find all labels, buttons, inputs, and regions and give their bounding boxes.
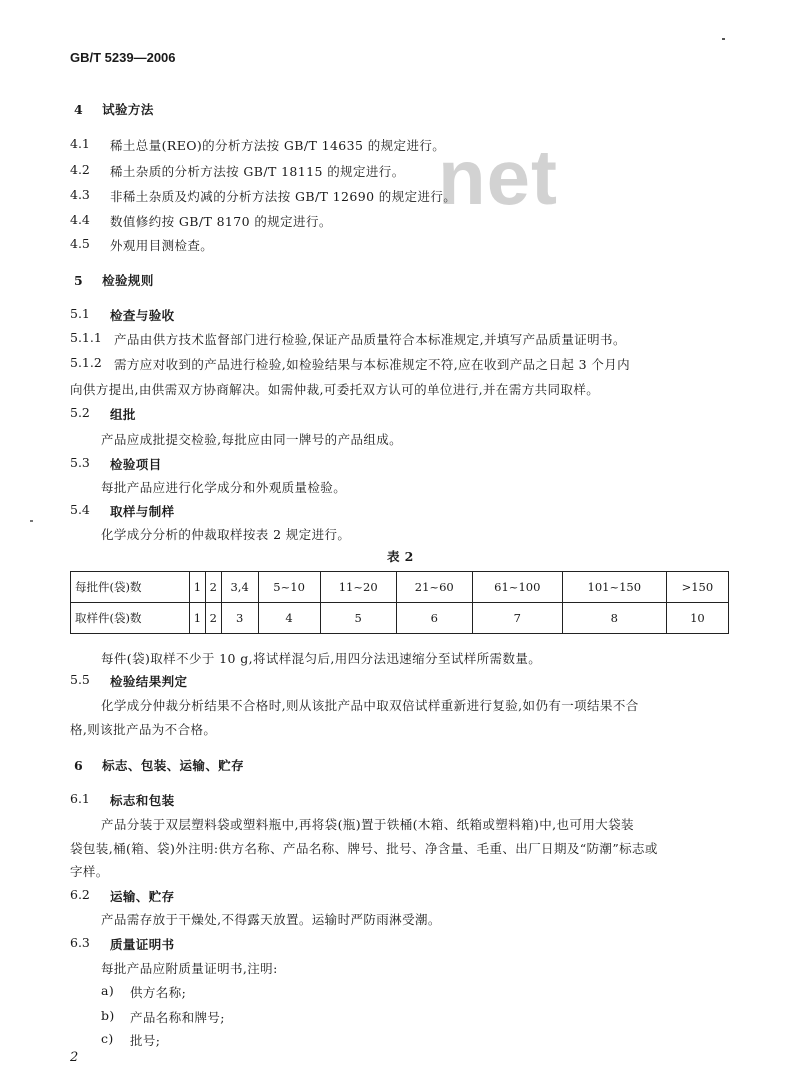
page-number: 2	[70, 1050, 79, 1065]
clause-5-1-title: 检查与验收	[110, 308, 175, 323]
clause-6-1-line1: 产品分装于双层塑料袋或塑料瓶中,再将袋(瓶)置于铁桶(木箱、纸箱或塑料箱)中,也可用大袋装	[101, 817, 634, 832]
list-item-label: b)	[101, 1008, 115, 1023]
clause-5-5-line1: 化学成分仲裁分析结果不合格时,则从该批产品中取双倍试样重新进行复验,如仍有一项结果不合	[101, 698, 639, 713]
clause-4-5-number: 4.5	[70, 236, 90, 251]
clause-5-1-1-text: 产品由供方技术监督部门进行检验,保证产品质量符合本标准规定,并填写产品质量证明书。	[114, 332, 626, 347]
clause-5-2-number: 5.2	[70, 405, 90, 420]
clause-5-1-2-line1: 需方应对收到的产品进行检验,如检验结果与本标准规定不符,应在收到产品之日起 3 个月内	[114, 357, 631, 372]
clause-6-3-intro: 每批产品应附质量证明书,注明:	[101, 961, 278, 976]
clause-5-5-number: 5.5	[70, 672, 90, 687]
table-cell: 3,4	[221, 572, 258, 603]
table-cell: 7	[472, 603, 562, 634]
clause-5-4-title: 取样与制样	[110, 504, 175, 519]
scan-speck	[30, 520, 33, 522]
clause-6-1-line2: 袋包装,桶(箱、袋)外注明:供方名称、产品名称、牌号、批号、净含量、毛重、出厂日期及“防潮”标志或	[70, 841, 658, 856]
table-cell: 6	[396, 603, 472, 634]
clause-5-2-text: 产品应成批提交检验,每批应由同一牌号的产品组成。	[101, 432, 403, 447]
clause-5-3-text: 每批产品应进行化学成分和外观质量检验。	[101, 480, 347, 495]
clause-6-1-line3: 字样。	[70, 864, 109, 879]
section-number: 4	[74, 102, 84, 117]
section-number: 5	[74, 273, 84, 288]
section-5-heading	[74, 271, 154, 289]
table-row	[71, 603, 729, 634]
clause-5-5-line2: 格,则该批产品为不合格。	[70, 722, 217, 737]
table-cell: 5~10	[258, 572, 320, 603]
section-6-heading	[74, 756, 244, 774]
table-cell: 21~60	[396, 572, 472, 603]
clause-5-1-1-number: 5.1.1	[70, 330, 102, 345]
table-2-note: 每件(袋)取样不少于 10 g,将试样混匀后,用四分法迅速缩分至试样所需数量。	[101, 651, 542, 666]
clause-5-4-number: 5.4	[70, 502, 90, 517]
table-cell: 11~20	[320, 572, 396, 603]
table-2-caption: 表 2	[387, 549, 414, 564]
table-cell: 101~150	[562, 572, 666, 603]
section-title: 标志、包装、运输、贮存	[102, 758, 245, 773]
clause-6-2-text: 产品需存放于干燥处,不得露天放置。运输时严防雨淋受潮。	[101, 912, 441, 927]
scan-speck	[722, 38, 725, 40]
section-title: 检验规则	[102, 273, 154, 288]
list-item-text: 产品名称和牌号;	[130, 1010, 225, 1025]
list-item-label: c)	[101, 1031, 114, 1046]
table-cell: 1	[190, 603, 206, 634]
clause-4-3-number: 4.3	[70, 187, 90, 202]
table-cell: 2	[205, 572, 221, 603]
table-cell: 5	[320, 603, 396, 634]
clause-4-4-text: 数值修约按 GB/T 8170 的规定进行。	[110, 214, 332, 229]
clause-5-1-2-number: 5.1.2	[70, 355, 102, 370]
clause-5-5-title: 检验结果判定	[110, 674, 188, 689]
row-label: 取样件(袋)数	[71, 603, 190, 634]
clause-6-3-number: 6.3	[70, 935, 90, 950]
list-item-label: a)	[101, 983, 115, 998]
clause-4-2-number: 4.2	[70, 162, 90, 177]
table-cell: 4	[258, 603, 320, 634]
clause-5-3-title: 检验项目	[110, 457, 162, 472]
row-label: 每批件(袋)数	[71, 572, 190, 603]
clause-4-3-text: 非稀土杂质及灼减的分析方法按 GB/T 12690 的规定进行。	[110, 189, 457, 204]
table-cell: 1	[190, 572, 206, 603]
table-cell: 2	[205, 603, 221, 634]
clause-5-1-number: 5.1	[70, 306, 90, 321]
clause-6-2-title: 运输、贮存	[110, 889, 175, 904]
standard-code-header: GB/T 5239—2006	[70, 50, 176, 65]
clause-5-4-text: 化学成分分析的仲裁取样按表 2 规定进行。	[101, 527, 351, 542]
clause-5-1-2-line2: 向供方提出,由供需双方协商解决。如需仲裁,可委托双方认可的单位进行,并在需方共同取样。	[70, 382, 600, 397]
clause-6-3-title: 质量证明书	[110, 937, 175, 952]
table-row	[71, 572, 729, 603]
watermark: net	[438, 133, 558, 221]
table-cell: 8	[562, 603, 666, 634]
clause-4-2-text: 稀土杂质的分析方法按 GB/T 18115 的规定进行。	[110, 164, 405, 179]
table-cell: 61~100	[472, 572, 562, 603]
clause-4-4-number: 4.4	[70, 212, 90, 227]
clause-4-1-text: 稀土总量(REO)的分析方法按 GB/T 14635 的规定进行。	[110, 138, 446, 153]
section-title: 试验方法	[102, 102, 154, 117]
clause-4-5-text: 外观用目测检查。	[110, 238, 214, 253]
section-number: 6	[74, 758, 84, 773]
clause-6-1-title: 标志和包装	[110, 793, 175, 808]
table-2	[70, 571, 729, 634]
clause-5-2-title: 组批	[110, 407, 136, 422]
clause-4-1-number: 4.1	[70, 136, 90, 151]
list-item-text: 批号;	[130, 1033, 161, 1048]
list-item-text: 供方名称;	[130, 985, 187, 1000]
table-cell: 10	[666, 603, 728, 634]
table-cell: >150	[666, 572, 728, 603]
section-4-heading	[74, 100, 154, 118]
clause-5-3-number: 5.3	[70, 455, 90, 470]
clause-6-2-number: 6.2	[70, 887, 90, 902]
clause-6-1-number: 6.1	[70, 791, 90, 806]
table-cell: 3	[221, 603, 258, 634]
